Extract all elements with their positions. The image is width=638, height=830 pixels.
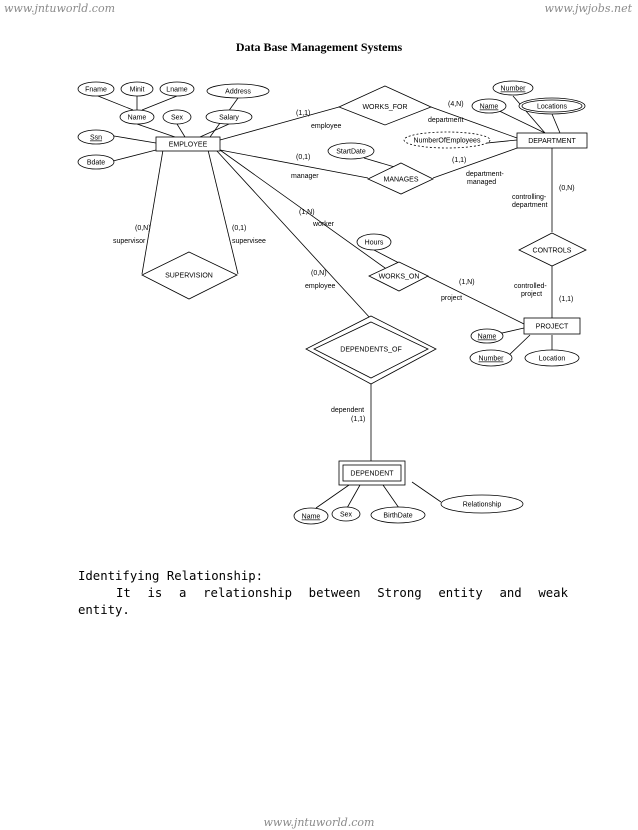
attr-bdate — [78, 155, 114, 169]
svg-text:(1,1): (1,1) — [452, 157, 467, 164]
svg-text:Bdate: Bdate — [86, 159, 106, 167]
entity-department — [517, 133, 587, 148]
attr-relationship — [441, 495, 523, 513]
svg-text:StartDate: StartDate — [336, 148, 366, 156]
rel-manages — [368, 163, 433, 194]
svg-text:Lname: Lname — [166, 86, 188, 94]
attr-salary — [206, 110, 252, 124]
svg-text:NumberOfEmployees: NumberOfEmployees — [413, 137, 481, 145]
watermark-top-right: www.jwjobs.net — [544, 2, 632, 15]
svg-text:(0,N): (0,N) — [135, 225, 151, 232]
svg-text:Address: Address — [225, 88, 251, 96]
attr-address — [207, 84, 269, 98]
svg-text:department-: department- — [466, 171, 504, 178]
entity-project — [524, 318, 580, 334]
attr-dependent-sex — [332, 507, 360, 521]
svg-text:(1,N): (1,N) — [299, 209, 315, 216]
svg-text:Salary: Salary — [219, 114, 239, 122]
svg-text:Location: Location — [538, 355, 566, 363]
svg-text:SUPERVISION: SUPERVISION — [165, 272, 213, 280]
svg-text:project: project — [521, 291, 543, 298]
svg-text:manager: manager — [291, 173, 319, 180]
svg-text:project: project — [441, 295, 463, 302]
svg-text:CONTROLS: CONTROLS — [532, 247, 572, 255]
svg-text:employee: employee — [311, 123, 342, 130]
attr-sex — [163, 110, 191, 124]
attr-proj-location — [525, 350, 579, 366]
svg-text:(4,N): (4,N) — [448, 101, 464, 108]
svg-text:EMPLOYEE: EMPLOYEE — [168, 141, 208, 149]
svg-text:supervisee: supervisee — [232, 238, 266, 245]
svg-text:employee: employee — [305, 283, 336, 290]
rel-works-for — [339, 86, 431, 125]
svg-text:supervisor: supervisor — [113, 238, 146, 245]
rel-dependents-of — [306, 316, 436, 384]
attr-locations — [519, 98, 585, 114]
svg-text:Name: Name — [301, 513, 321, 521]
attr-ssn — [78, 130, 114, 144]
entity-employee — [156, 137, 220, 151]
svg-text:Ssn: Ssn — [89, 134, 103, 142]
svg-text:managed: managed — [467, 179, 497, 186]
entity-dependent — [339, 461, 405, 485]
svg-text:Hours: Hours — [364, 239, 384, 247]
svg-text:(0,1): (0,1) — [232, 225, 247, 232]
attr-number-of-employees — [404, 132, 490, 148]
svg-text:WORKS_FOR: WORKS_FOR — [362, 104, 408, 111]
body-heading: Identifying Relationship: — [78, 569, 264, 583]
svg-text:(1,N): (1,N) — [459, 279, 475, 286]
attr-start-date — [328, 143, 374, 159]
attr-proj-number — [470, 350, 512, 366]
svg-text:(1,1): (1,1) — [559, 296, 574, 303]
svg-text:Relationship: Relationship — [462, 501, 502, 509]
svg-text:(0,N): (0,N) — [559, 185, 575, 192]
svg-text:Locations: Locations — [537, 103, 567, 111]
svg-text:WORKS_ON: WORKS_ON — [378, 273, 420, 281]
body-text — [78, 568, 568, 619]
svg-text:Number: Number — [478, 355, 504, 363]
svg-text:controlled-: controlled- — [514, 283, 547, 290]
svg-text:department: department — [428, 117, 464, 124]
connector-lines — [98, 96, 560, 508]
svg-text:Name: Name — [477, 333, 497, 341]
svg-text:(1,1): (1,1) — [296, 110, 311, 117]
attr-dept-name — [472, 99, 506, 113]
svg-text:Sex: Sex — [339, 511, 353, 519]
body-paragraph: It is a relationship between Strong entity and weak — [116, 586, 568, 600]
svg-text:(0,1): (0,1) — [296, 154, 311, 161]
svg-text:DEPARTMENT: DEPARTMENT — [528, 138, 576, 145]
body-paragraph-end: entity. — [78, 603, 130, 617]
svg-text:dependent: dependent — [331, 407, 365, 414]
rel-controls — [519, 233, 586, 266]
attr-dependent-name — [294, 508, 328, 524]
svg-text:Name: Name — [479, 103, 499, 111]
svg-text:Fname: Fname — [85, 86, 107, 94]
svg-text:controlling-: controlling- — [512, 194, 547, 201]
attr-hours — [357, 234, 391, 250]
svg-text:worker: worker — [313, 221, 335, 228]
svg-text:DEPENDENTS_OF: DEPENDENTS_OF — [340, 346, 402, 354]
svg-text:(1,1): (1,1) — [351, 416, 366, 423]
attr-fname — [78, 82, 114, 96]
svg-text:DEPENDENT: DEPENDENT — [350, 470, 394, 478]
rel-supervision — [142, 252, 237, 299]
svg-text:MANAGES: MANAGES — [383, 176, 419, 184]
attr-name — [120, 110, 154, 124]
svg-text:department: department — [512, 202, 548, 209]
attr-proj-name — [471, 329, 503, 343]
rel-works-on — [369, 262, 428, 291]
er-diagram — [0, 70, 638, 540]
svg-text:(0,N): (0,N) — [311, 270, 327, 277]
watermark-bottom: www.jntuworld.com — [263, 816, 375, 829]
page-title: Data Base Management Systems — [235, 40, 403, 54]
svg-text:Number: Number — [500, 85, 526, 93]
attr-birth-date — [371, 507, 425, 523]
svg-text:BirthDate: BirthDate — [383, 512, 413, 520]
attr-dept-number — [493, 81, 533, 95]
svg-text:Name: Name — [127, 114, 147, 122]
attr-lname — [160, 82, 194, 96]
svg-text:Sex: Sex — [170, 114, 184, 122]
watermark-top-left: www.jntuworld.com — [4, 2, 116, 15]
svg-text:PROJECT: PROJECT — [535, 323, 569, 331]
attr-minit — [121, 82, 153, 96]
svg-text:Minit: Minit — [129, 86, 145, 94]
